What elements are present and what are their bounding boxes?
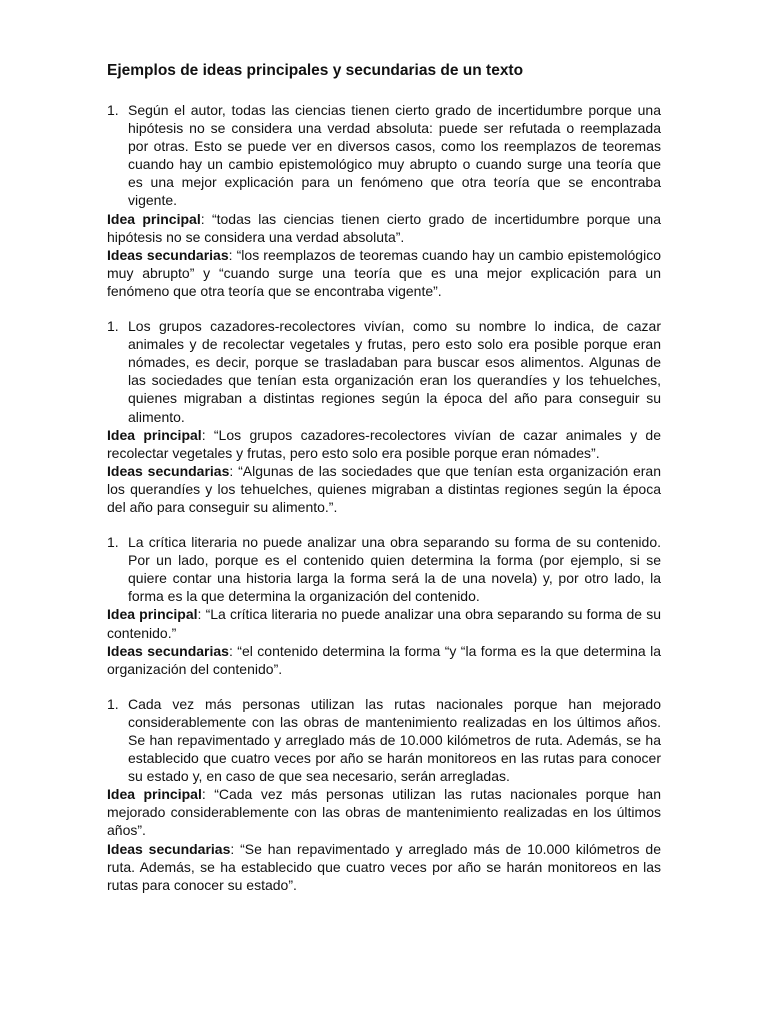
secondary-ideas	[107, 246, 661, 300]
secondary-ideas-label: Ideas secundarias	[107, 246, 229, 263]
main-idea-label: Idea principal	[107, 426, 202, 443]
numbered-paragraph	[107, 695, 661, 785]
paragraph-text: Los grupos cazadores-recolectores vivían, como su nombre lo indica, de cazar animales y de recolectar vegetales y frutas, pero esto solo era posible porque eran nómades, es decir, porque se trasladaban para buscar esos alimentos. Algunas de las sociedades que tenían esta organización eran los querandíes y los tehuelches, quienes migraban a distintas regiones según la época del año para conseguir su alimento.	[128, 318, 661, 425]
paragraph-text: La crítica literaria no puede analizar una obra separando su forma de su contenido. Por un lado, porque es el contenido quien determina la forma (por ejemplo, si se quiere contar una historia larga la forma será la de una novela) y, por otro lado, la forma es la que determina la organización del contenido.	[128, 534, 661, 605]
secondary-ideas	[107, 840, 661, 894]
secondary-ideas	[107, 462, 661, 516]
list-number: 1.	[107, 102, 119, 118]
secondary-ideas-label: Ideas secundarias	[107, 840, 231, 857]
numbered-paragraph	[107, 317, 661, 426]
document-title: Ejemplos de ideas principales y secundarias de un texto	[107, 62, 524, 79]
secondary-ideas-text: : “el contenido determina la forma “y “la forma es la que determina la organización del contenido”.	[107, 642, 661, 677]
main-idea-label: Idea principal	[107, 786, 202, 803]
main-idea-text: : “Los grupos cazadores-recolectores vivían de cazar animales y de recolectar vegetales y frutas, pero esto solo era posible porque eran nómades”.	[107, 426, 661, 461]
paragraph-text: Cada vez más personas utilizan las rutas nacionales porque han mejorado considerablemente con las obras de mantenimiento realizadas en los últimos años. Se han repavimentado y arreglado más de 10.000 kilómetros de ruta. Además, se ha establecido que cuatro veces por año se harán monitoreos en las rutas para conocer su estado y, en caso de que sea necesario, serán arregladas.	[128, 695, 661, 785]
list-number: 1.	[107, 695, 119, 712]
numbered-paragraph	[107, 101, 661, 210]
example-2	[107, 317, 661, 516]
paragraph-text: Según el autor, todas las ciencias tienen cierto grado de incertidumbre porque una hipótesis no se considera una verdad absoluta: puede ser refutada o reemplazada por otras. Esto se puede ver en diversos casos, como los reemplazos de teoremas cuando hay un cambio epistemológico muy abrupto o cuando surge una teoría que es una mejor explicación para un fenómeno que otra teoría que se encontraba vigente.	[128, 102, 661, 209]
secondary-ideas-text: : “Algunas de las sociedades que que tenían esta organización eran los querandíes y los tehuelches, quienes migraban a distintas regiones según la época del año para conseguir su alimento.”.	[107, 462, 661, 515]
main-idea-text: : “todas las ciencias tienen cierto grado de incertidumbre porque una hipótesis no se considera una verdad absoluta”.	[107, 210, 662, 245]
secondary-ideas-label: Ideas secundarias	[107, 642, 229, 659]
list-number: 1.	[107, 534, 119, 551]
example-4	[107, 695, 661, 894]
main-idea-label: Idea principal	[107, 606, 198, 623]
main-idea-text: : “Cada vez más personas utilizan las rutas nacionales porque han mejorado considerablemente con las obras de mantenimiento realizadas en los últimos años”.	[107, 786, 661, 839]
example-1	[107, 101, 661, 300]
secondary-ideas-text: : “los reemplazos de teoremas cuando hay un cambio epistemológico muy abrupto” y “cuando surge una teoría que es una mejor explicación para un fenómeno que otra teoría que se encontraba vigente”.	[107, 246, 661, 299]
secondary-ideas-text: : “Se han repavimentado y arreglado más de 10.000 kilómetros de ruta. Además, se ha establecido que cuatro veces por año se harán monitoreos en las rutas para conocer su estado”.	[107, 840, 661, 893]
main-idea-text: : “La crítica literaria no puede analizar una obra separando su forma de su contenido.”	[107, 606, 662, 641]
list-number: 1.	[107, 318, 119, 335]
secondary-ideas-label: Ideas secundarias	[107, 462, 230, 479]
main-idea	[107, 210, 661, 246]
main-idea-label: Idea principal	[107, 210, 201, 227]
main-idea	[107, 426, 661, 462]
numbered-paragraph	[107, 533, 661, 605]
main-idea	[107, 605, 661, 641]
document-page	[107, 61, 661, 911]
example-3	[107, 533, 661, 678]
secondary-ideas	[107, 642, 661, 678]
main-idea	[107, 785, 661, 839]
